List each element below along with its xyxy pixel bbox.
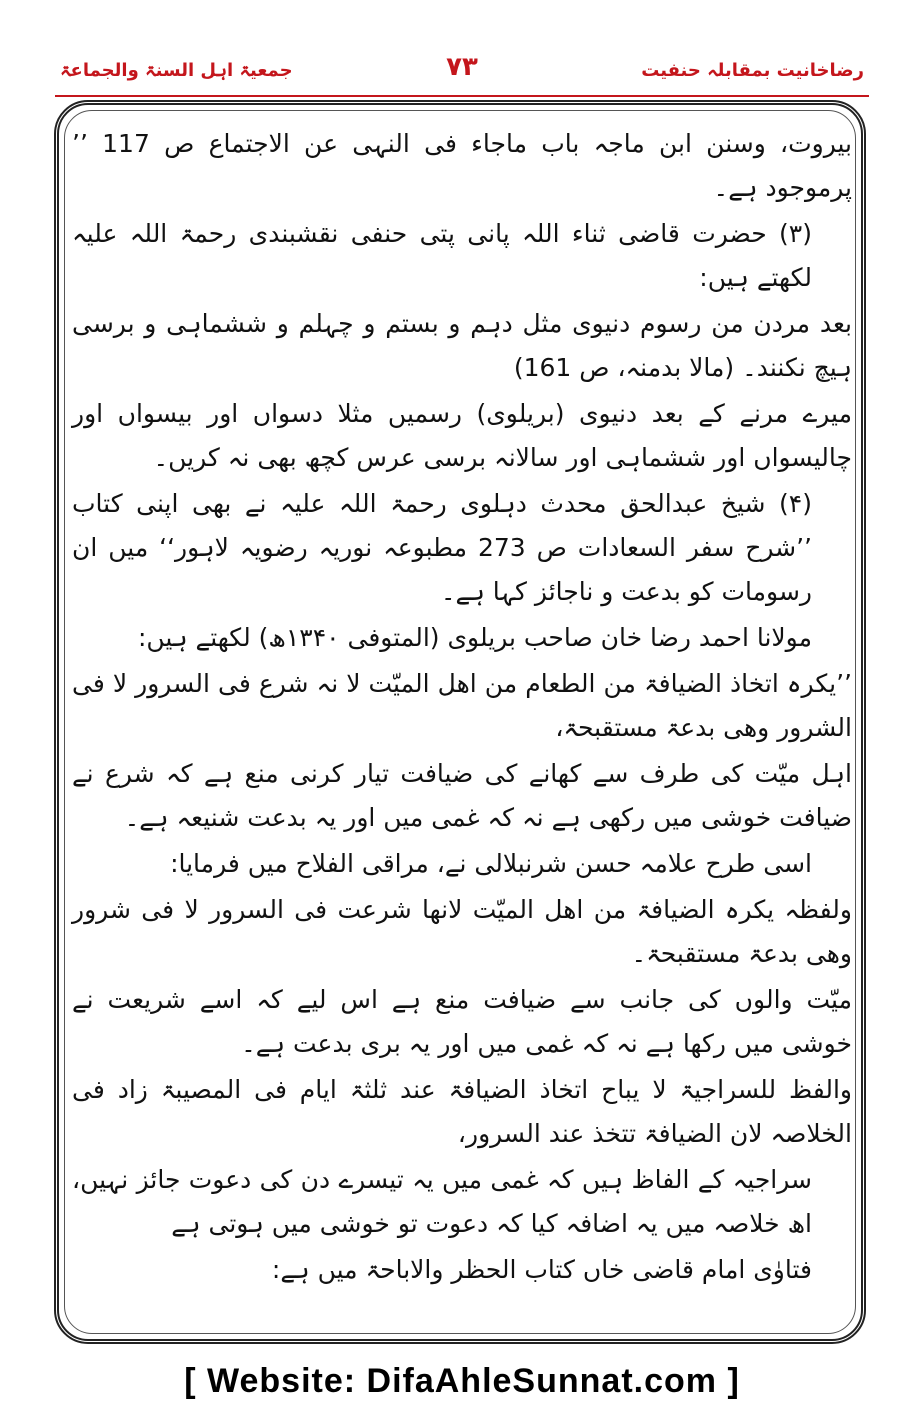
paragraph: اہل میّت کی طرف سے کھانے کی ضیافت تیار کرنی منع ہے کہ شرع نے ضیافت خوشی میں رکھی ہے نہ کہ غمی میں اور یہ بدعت شنیعہ ہے۔ bbox=[72, 759, 852, 832]
paragraph: بعد مردن من رسوم دنیوی مثل دہم و بستم و چہلم و ششماہی و برسی ہیچ نکنند۔ (مالا بدمنہ، ص 161) bbox=[72, 309, 852, 382]
header-left-title: جمعیۃ اہل السنۃ والجماعۃ bbox=[60, 60, 293, 81]
arabic-quote: والفظ للسراجیۃ لا یباح اتخاذ الضیافۃ عند ثلثۃ ایام فی المصیبۃ زاد فی الخلاصہ لان الضیافۃ تتخذ عند السرور، bbox=[72, 1075, 852, 1148]
page-body bbox=[72, 122, 852, 1294]
paragraph: میّت والوں کی جانب سے ضیافت منع ہے اس لیے کہ اسے شریعت نے خوشی میں رکھا ہے نہ کہ غمی میں اور یہ بری بدعت ہے۔ bbox=[72, 985, 852, 1058]
paragraph: بیروت، وسنن ابن ماجہ باب ماجاء فی النہی عن الاجتماع ص 117 ’’ پرموجود ہے۔ bbox=[72, 129, 852, 202]
header-right-title: رضاخانیت بمقابلہ حنفیت bbox=[641, 60, 864, 81]
arabic-quote: ’’یکرہ اتخاذ الضیافۃ من الطعام من اھل المیّت لا نہ شرع فی السرور لا فی الشرور وھی بدعۃ مستقبحۃ، bbox=[72, 669, 852, 742]
paragraph: مولانا احمد رضا خان صاحب بریلوی (المتوفی ۱۳۴۰ھ) لکھتے ہیں: bbox=[137, 623, 812, 652]
page-number: ۷۳ bbox=[446, 52, 478, 82]
paragraph: میرے مرنے کے بعد دنیوی (بریلوی) رسمیں مثلا دسواں اور بیسواں اور چالیسواں اور ششماہی اور سالانہ برسی عرس کچھ بھی نہ کریں۔ bbox=[72, 399, 852, 472]
website-footer: [ Website: DifaAhleSunnat.com ] bbox=[184, 1362, 740, 1400]
header-divider bbox=[55, 95, 869, 97]
paragraph: سراجیہ کے الفاظ ہیں کہ غمی میں یہ تیسرے دن کی دعوت جائز نہیں، اھ خلاصہ میں یہ اضافہ کیا کہ دعوت تو خوشی میں ہوتی ہے bbox=[72, 1165, 812, 1238]
paragraph: اسی طرح علامہ حسن شرنبلالی نے، مراقی الفلاح میں فرمایا: bbox=[170, 849, 812, 878]
paragraph: (۳) حضرت قاضی ثناء اللہ پانی پتی حنفی نقشبندی رحمۃ اللہ علیہ لکھتے ہیں: bbox=[72, 219, 812, 292]
arabic-quote: ولفظہ یکرہ الضیافۃ من اھل المیّت لانھا شرعت فی السرور لا فی شرور وھی بدعۃ مستقبحۃ۔ bbox=[72, 895, 852, 968]
page-header bbox=[60, 52, 864, 92]
paragraph: فتاوٰی امام قاضی خاں کتاب الحظر والاباحۃ میں ہے: bbox=[271, 1255, 812, 1284]
paragraph: (۴) شیخ عبدالحق محدث دہلوی رحمۃ اللہ علیہ نے بھی اپنی کتاب ’’شرح سفر السعادات ص 273 مطبوعہ نوریہ رضویہ لاہور‘‘ میں ان رسومات کو بدعت و ناجائز کہا ہے۔ bbox=[72, 489, 812, 606]
